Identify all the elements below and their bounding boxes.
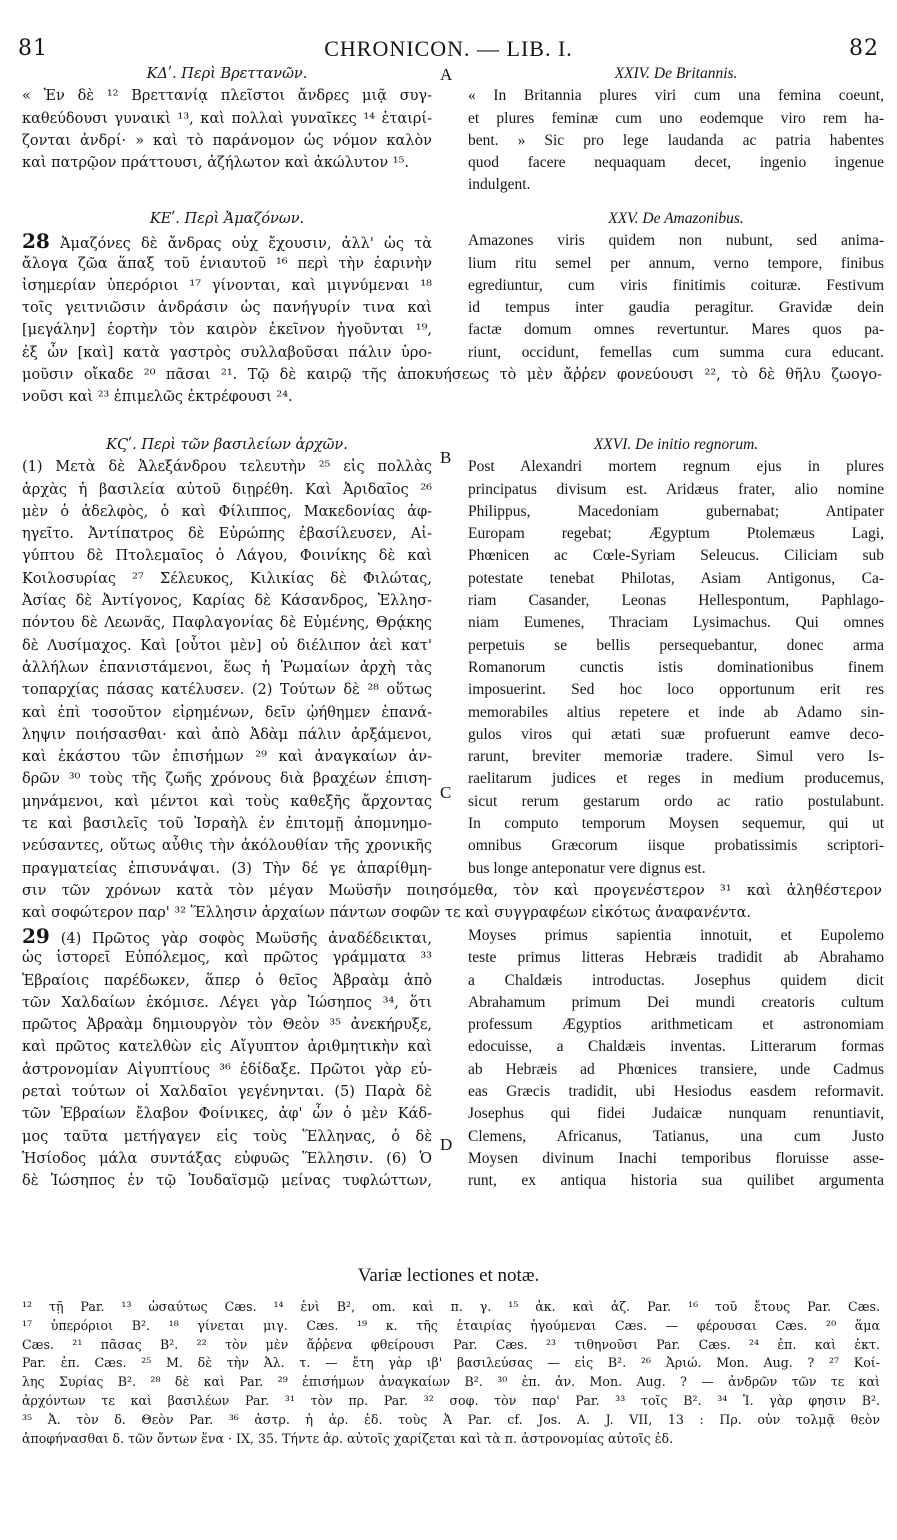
text-line: omnibus Græcorum iisque probatissimis scriptori- (468, 837, 884, 855)
note-line: ³⁵ Ἀ. τὸν δ. Θεὸν Par. ³⁶ ἀστρ. ἡ ἀρ. ἐδ. τοὺς Ἀ Par. cf. Jos. A. J. VII, 13 : Πρ. οὐν τολμᾷ θεὸν (22, 1411, 880, 1427)
text-line: bus longe anteponatur vere dignus est. (468, 859, 706, 877)
sec24-latin-heading: XXIV. De Britannis. (614, 65, 738, 82)
text-line: τοπαρχίας πάσας κατέλυσεν. (2) Τούτων δὲ ²⁸ οὕτως (22, 682, 432, 699)
text-line: Clemens, Africanus, Tatianus, una cum Justo (468, 1127, 884, 1145)
text-line: Ἑβραίοις παρέδωκεν, ἅπερ ὁ θεῖος Ἀβραὰμ ἀπὸ (22, 972, 432, 989)
text-line: [μεγάλην] ἑορτὴν τὸν καιρὸν ἐκεῖνον ἡγοῦνται ¹⁹, (22, 322, 432, 339)
text-line: καὶ πατρῷον πράττουσι, ἀζήλωτον καὶ ἀκώλυτον ¹⁵. (22, 155, 409, 172)
text-line: Philippus, Macedoniam gubernabat; Antipater (468, 502, 884, 520)
text-line: ab Hebræis ad Phœnices transiere, unde Cadmus (468, 1060, 884, 1078)
sec25-full-width (22, 364, 882, 409)
text-line: ηγεῖτο. Ἀντίπατρος δὲ Εὐρώπης ἐβασίλευσεν, Αἰ- (22, 526, 432, 543)
text-line: τῶν Χαλδαίων ἐκόμισε. Λέγει γὰρ Ἰώσηπος ³⁴, ὅτι (22, 994, 432, 1011)
sec26-full-width (22, 880, 882, 925)
text-line: Abrahamum primum Dei mundi creatoris cultum (468, 993, 884, 1011)
text-line: egrediuntur, cum viris finitimis coituræ. Festivum (468, 276, 884, 294)
text-line: riunt, occidunt, femellas cum summa cura educant. (468, 343, 884, 361)
text-line: « In Britannia plures viri cum una femina coeunt, (468, 87, 884, 105)
text-line: Moyses primus sapientia innotuit, et Eupolemo (468, 927, 884, 944)
notes-block (22, 1298, 880, 1448)
page-number-left: 81 (18, 36, 48, 61)
text-line: τοῖς γειτνιῶσιν ἀνδράσιν ὡς πανήγυρίν τινα καὶ (22, 300, 432, 317)
note-line: ἀρχόντων τε καὶ βασιλέων Par. ³¹ τὸν πρ. Par. ³² σοφ. τὸν παρ' Par. ³³ τοῖς B². ³⁴ Ἰ. γὰρ φησιν B². (22, 1392, 880, 1408)
text-line: πραγματείας ἐπισυνάψαι. (3) Τὴν δέ γε ἀπαρίθμη- (22, 860, 432, 877)
text-line: γύπτου δὲ Πτολεμαῖος ὁ Λάγου, Φοινίκης δὲ καὶ (22, 548, 432, 565)
text-line: Κοιλοσυρίας ²⁷ Σέλευκος, Κιλικίας δὲ Φιλώτας, (22, 570, 432, 587)
text-line: μὲν ὁ ἀδελφὸς, ὁ καὶ Φίλιππος, Μακεδονίας ἀφ- (22, 503, 432, 520)
text-line: Ἀσίας δὲ Ἀντίγονος, Καρίας δὲ Κάσανδρος, Ἑλλησ- (22, 593, 432, 610)
sec24-greek-heading: ΚΔʹ. Περὶ Βρεττανῶν. (146, 66, 308, 82)
margin-letter-d: D (440, 1135, 453, 1154)
text-line: niam Eumenes, Thraciam Lysimachus. Qui omnes (468, 614, 884, 632)
text-line: ζονται ἀνδρί· » καὶ τὸ παράνομον ὡς νόμον καλὸν (22, 132, 432, 149)
text-line: καθεύδουσι γυναικὶ ¹³, καὶ πολλαὶ γυναῖκες ¹⁴ ἑταιρί- (22, 110, 432, 127)
text-line: ὡς ἱστορεῖ Εὐπόλεμος, καὶ πρῶτος γράμματα ³³ (22, 950, 432, 967)
text-line: νεύσαντες, οὕτως αὖθις τὴν ἀκόλουθίαν τῆς χρονικῆς (22, 838, 432, 855)
text-line: μοῦσιν οἴκαδε ²⁰ πᾶσαι ²¹. Τῷ δὲ καιρῷ τῆς ἀποκυήσεως τὸ μὲν ἄῤῥεν φονεύουσι ²², τὸ δὲ θῆλυ ζωογο- (22, 367, 882, 383)
sec25-latin (468, 208, 884, 364)
text-line: καὶ ἐπὶ τοσοῦτον εἰρημένων, δεῖν ᾠήθημεν ἐπανά- (22, 704, 432, 721)
text-line: τῶν Ἑβραίων ἔλαβον Φοίνικες, ἀφ' ὧν ὁ μὲν Κάδ- (22, 1106, 432, 1123)
running-header (18, 36, 879, 62)
running-title: CHRONICON. — LIB. I. (324, 36, 573, 61)
text-line: sicut rerum gestarum ordo ac ratio postulabunt. (468, 792, 884, 810)
text-line: τε καὶ βασιλεῖς τοῦ Ἰσραὴλ ἐν ἐπιτομῇ ἀπομνημο- (22, 816, 432, 833)
sec25-greek-heading: ΚΕʹ. Περὶ Ἀμαζόνων. (149, 211, 305, 227)
text-line: Josephus qui fidei Judaicæ nunquam renuntiavit, (468, 1105, 884, 1123)
text-line: ἀλλήλων ἐπανιστάμενοι, ἕως ἡ Ῥωμαίων ἀρχὴ τὰς (22, 659, 432, 676)
sec26-greek (22, 434, 432, 880)
sec29-greek (22, 925, 432, 1193)
text-line: potestate tenebat Philotas, Asiam Antigonus, Ca- (468, 569, 884, 587)
text-line: ἄλογα ζῶα ἅπαξ τοῦ ἐνιαυτοῦ ¹⁶ περὶ τὴν ἐαρινὴν (22, 255, 432, 272)
text-line: riam Casander, Leonas Hellespontum, Paphlago- (468, 592, 884, 610)
text-line: Post Alexandri mortem regnum ejus in plures (468, 458, 884, 476)
text-line: ρεταὶ τούτων οἱ Χαλδαῖοι γεγένηνται. (5) Παρὰ δὲ (22, 1084, 432, 1101)
text-line: Amazones viris quidem non nubunt, sed anima- (468, 232, 884, 250)
text-line: σιν τῶν χρόνων κατὰ τὸν μέγαν Μωϋσῆν ποιησόμεθα, τὸν καὶ προγενέστερον ³¹ καὶ ἀληθέστερον (22, 883, 882, 899)
text-line: rarunt, breviter memoriæ tradere. Simul vero Is- (468, 748, 884, 766)
text-line: (1) Μετὰ δὲ Ἀλεξάνδρου τελευτὴν ²⁵ εἰς πολλὰς (22, 459, 432, 476)
text-line: quod facere nequaquam decet, ingenio ingenue (468, 154, 884, 172)
text-line: factæ domum omnes revertuntur. Mares quos pa- (468, 321, 884, 339)
text-line: a Chaldæis introductas. Josephus quidem dicit (468, 971, 884, 989)
paragraph-number: 29 (22, 925, 50, 948)
text-line: καὶ σοφώτερον παρ' ³² Ἕλλησιν ἀρχαίων πάντων σοφῶν τε καὶ συγγραφέων εἰκότως ἀναφανέντα. (22, 905, 752, 922)
sec25-latin-heading: XXV. De Amazonibus. (608, 210, 744, 227)
margin-letter-c: C (440, 783, 452, 802)
text-line: Romanorum cunctis istis dominationibus finem (468, 658, 884, 676)
text-line: Moysen divinum Inachi temporibus floruisse asse- (468, 1149, 884, 1167)
text-line: raelitarum judices et reges in medium producemus, (468, 770, 884, 788)
note-line: λης Συρίας B². ²⁸ δὲ καὶ Par. ²⁹ ἐπισήμων ἀναγκαίων B². ³⁰ ἐπ. ἀν. Mon. Aug. ? — ἀνδρῶν τῶν τε καὶ (22, 1374, 880, 1390)
text-line: memorabiles altius repetere et inde ab Adamo sin- (468, 703, 884, 721)
note-line: ¹² τῇ Par. ¹³ ὡσαύτως Cæs. ¹⁴ ἑνὶ B², om. καὶ π. γ. ¹⁵ ἀκ. καὶ ἀζ. Par. ¹⁶ τοῦ ἔτους Par. Cæs. (22, 1299, 880, 1314)
text-line: edocuisse, a Chaldæis inventas. Litterarum formas (468, 1038, 884, 1056)
sec24-latin (468, 63, 884, 197)
text-line: μηνάμενοι, καὶ μέντοι καὶ τοὺς καθεξῆς ἄρχοντας (22, 793, 432, 810)
margin-letter-a: A (440, 65, 453, 84)
note-line: ἀποφήνασθαι δ. τῶν ὄντων ἕνα · IX, 35. Τήντε ἀρ. αὐτοῖς χαρίζεται καὶ τὰ π. ἀστρονομίας αὐτοῖς ἐδ. (22, 1430, 674, 1446)
notes-title: Variæ lectiones et notæ. (357, 1265, 540, 1286)
text-line: professum Ægyptios arithmeticam et astronomiam (468, 1016, 884, 1034)
text-line: Phœnicen ac Cœle-Syriam Seleucus. Ciliciam sub (468, 547, 884, 565)
text-line: perpetuis se bellis persequebantur, donec arma (468, 636, 884, 654)
sec25-greek (22, 208, 432, 364)
text-line: δὲ Ἰώσηπος ἐν τῷ Ἰουδαϊσμῷ μείνας τυφλώττων, (22, 1173, 432, 1190)
text-line: δρῶν ³⁰ τοὺς τῆς ζωῆς χρόνους διὰ βραχέων ἐπιση- (22, 771, 432, 788)
text-line: νοῦσι καὶ ²³ ἐπιμελῶς ἐκτρέφουσι ²⁴. (22, 389, 293, 406)
text-line: lium ritu semel per annum, verno tempore, finibus (468, 254, 884, 272)
text-line: runt, ex antiqua historia sua quilibet argumenta (468, 1172, 884, 1190)
text-line: imposuerint. Sed hoc loco opportunum erit res (468, 681, 884, 699)
note-line: Cæs. ²¹ πᾶσας B². ²² τὸν μὲν ἄῤῥενα φθείρουσι Par. Cæs. ²³ τιθηνοῦσι Par. Cæs. ²⁴ ἐπ. καὶ ἐκτ. (22, 1336, 880, 1352)
text-line: indulgent. (468, 176, 531, 194)
text-line: ἀστρονομίαν Αἰγυπτίους ³⁶ ἐδίδαξε. Πρῶτοι γὰρ εὑ- (22, 1061, 432, 1078)
text-line: 29 (4) Πρῶτος γὰρ σοφὸς Μωϋσῆς ἀναδέδεικται, (22, 925, 432, 948)
sec24-greek (22, 63, 432, 174)
text-line: καὶ ἑκάστου τῶν ἐπισήμων ²⁹ καὶ ἀναγκαίων ἀν- (22, 749, 432, 766)
sec29-latin (468, 925, 884, 1193)
sec26-latin (468, 434, 884, 880)
text-line: gulos viros qui ætati suæ profuerunt eamve deco- (468, 725, 884, 743)
text-line: πόντου δὲ Λεωνᾶς, Παφλαγονίας δὲ Εὐμένης, Θρᾴκης (22, 615, 432, 632)
text-line: πρῶτος Ἀβραὰμ δημιουργὸν τὸν Θεὸν ³⁵ ἀνεκήρυξε, (22, 1017, 432, 1034)
text-line: 28 Ἀμαζόνες δὲ ἄνδρας οὐχ ἔχουσιν, ἀλλ' ὡς τὰ (22, 230, 432, 253)
text-line: teste primus litteras Hebræis tradidit ab Abrahamo (468, 949, 884, 967)
text-line: Ἡσίοδος μάλα συντάξας εὐφυῶς Ἕλλησιν. (6) Ὁ (22, 1150, 432, 1167)
sec26-latin-heading: XXVI. De initio regnorum. (593, 436, 759, 453)
text-line: δὲ Λυσίμαχος. Καὶ [οὗτοι μὲν] οὐ διέλιπον ἀεὶ κατ' (22, 637, 432, 654)
note-line: ¹⁷ ὑπερόριοι B². ¹⁸ γίνεται μιγ. Cæs. ¹⁹ κ. τῆς ἑταιρίας ἡγούμεναι Cæs. — φέρουσαι Cæs. ²⁰ ἅμα (22, 1317, 880, 1333)
text-line: μος ταῦτα μετήγαγεν εἰς τοὺς Ἕλληνας, ὁ δὲ (22, 1128, 432, 1145)
text-line: principatus divisum est. Aridæus frater, alio nomine (468, 480, 884, 498)
text-line: ἰσημερίαν ὑπερόριοι ¹⁷ γίνονται, καὶ μιγνύμεναι ¹⁸ (22, 277, 432, 294)
page-number-right: 82 (849, 36, 879, 61)
text-line: In computo temporum Moysen sequemur, qui ut (468, 815, 884, 833)
sec26-greek-heading: ΚϚʹ. Περὶ τῶν βασιλείων ἀρχῶν. (106, 437, 348, 453)
note-line: Par. ἐπ. Cæs. ²⁵ Μ. δὲ τὴν Ἀλ. τ. — ἔτη γὰρ ιβ' βασιλεύσας — εἰς B². ²⁶ Ἀριώ. Mon. Aug. ? ²⁷ Κοί- (22, 1355, 880, 1371)
margin-letter-b: B (440, 448, 452, 467)
text-line: « Ἐν δὲ ¹² Βρεττανίᾳ πλεῖστοι ἄνδρες μιᾷ συγ- (22, 88, 432, 105)
text-line: ἀρχὰς ἡ βασιλεία αὐτοῦ διῃρέθη. Καὶ Ἀριδαῖος ²⁶ (22, 481, 432, 498)
text-line: id tempus inter gaudia peragitur. Gravidæ dein (468, 299, 884, 317)
text-line: καὶ πρῶτος κατελθὼν εἰς Αἴγυπτον ἀριθμητικὴν καὶ (22, 1039, 432, 1056)
paragraph-number: 28 (22, 230, 50, 253)
text-line: bent. » Sic pro lege laudanda ac patria habentes (468, 131, 884, 149)
text-line: et plures feminæ cum uno eodemque viro rem ha- (468, 109, 884, 127)
text-line: ληψιν ποιήσασθαι· καὶ ἀπὸ Ἀδὰμ πάλιν ἀρξάμενοι, (22, 726, 432, 743)
text-line: ἐξ ὧν [καὶ] κατὰ γαστρὸς συλλαβοῦσαι πάλιν ὑρο- (22, 344, 432, 361)
text-line: Europam regebat; Ægyptum Ptolemæus Lagi, (468, 525, 884, 543)
text-line: eas Græcis tradidit, ubi Hesiodus easdem reformavit. (468, 1083, 884, 1101)
